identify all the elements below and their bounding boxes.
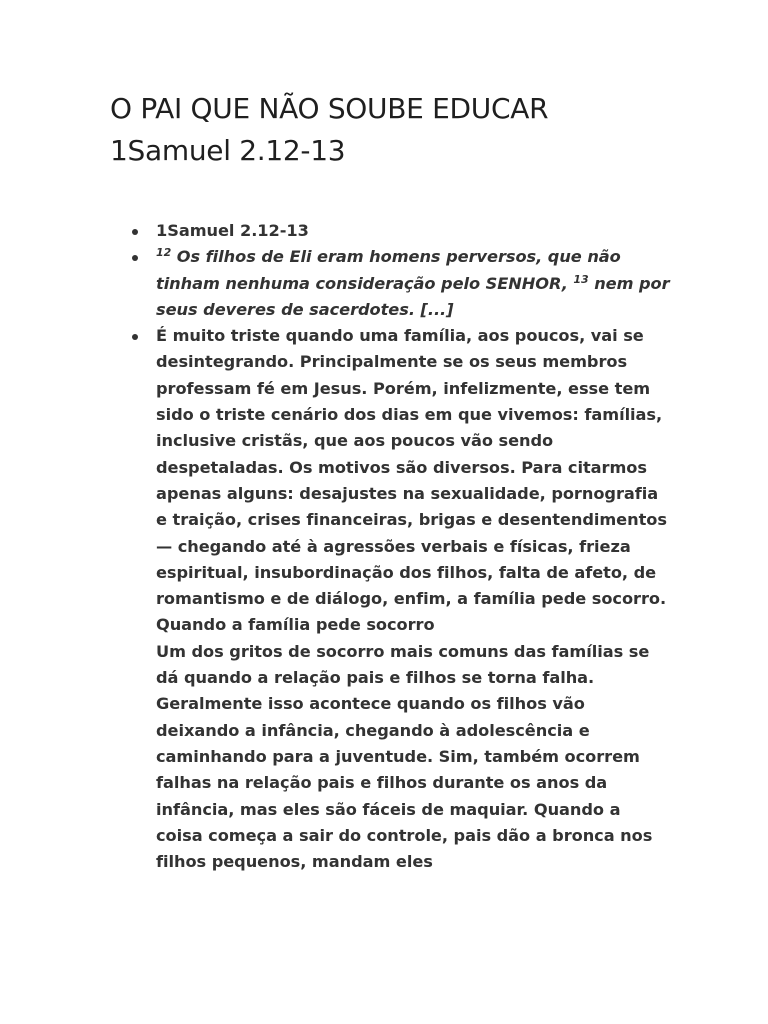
title-line-2: 1Samuel 2.12-13 bbox=[110, 134, 346, 167]
bullet-icon bbox=[132, 334, 138, 340]
bullet-icon bbox=[132, 229, 138, 235]
document-page bbox=[110, 88, 670, 875]
reference-text: 1Samuel 2.12-13 bbox=[156, 221, 309, 240]
verse-12-text: Os filhos de Eli eram homens perversos, que não tinham nenhuma consideração pelo SENHOR, bbox=[156, 247, 621, 293]
list-item-verse bbox=[110, 244, 670, 323]
body-paragraph-1: É muito triste quando uma família, aos poucos, vai se desintegrando. Principalmente se os seus membros professam fé em Jesus. Porém, infelizmente, esse tem sido o triste cenário dos dias em que vivemos: famílias, inclusive cristãs, que aos poucos vão sendo despetaladas. Os motivos são diversos. Para citarmos apenas alguns: desajustes na sexualidade, pornografia e traição, crises financeiras, brigas e desentendimentos — chegando até à agressões verbais e físicas, frieza espiritual, insubordinação dos filhos, falta de afeto, de romantismo e de diálogo, enfim, a família pede socorro. bbox=[156, 326, 667, 609]
list-item-body bbox=[110, 323, 670, 875]
document-title bbox=[110, 88, 670, 172]
verse-number-13: 13 bbox=[573, 272, 589, 286]
title-line-1: O PAI QUE NÃO SOUBE EDUCAR bbox=[110, 92, 549, 125]
list-item-reference bbox=[110, 218, 670, 244]
verse-13-text: nem por seus deveres de sacerdotes. [...] bbox=[156, 273, 670, 319]
bullet-icon bbox=[132, 255, 138, 261]
section-subheading: Quando a família pede socorro bbox=[156, 615, 435, 635]
bullet-list bbox=[110, 218, 670, 875]
body-paragraph-2: Um dos gritos de socorro mais comuns das famílias se dá quando a relação pais e filhos se torna falha. Geralmente isso acontece quando os filhos vão deixando a infância, chegando à adolescência e caminhando para a juventude. Sim, também ocorrem falhas na relação pais e filhos durante os anos da infância, mas eles são fáceis de maquiar. Quando a coisa começa a sair do controle, pais dão a bronca nos filhos pequenos, mandam eles bbox=[156, 641, 653, 872]
verse-number-12: 12 bbox=[156, 246, 172, 260]
